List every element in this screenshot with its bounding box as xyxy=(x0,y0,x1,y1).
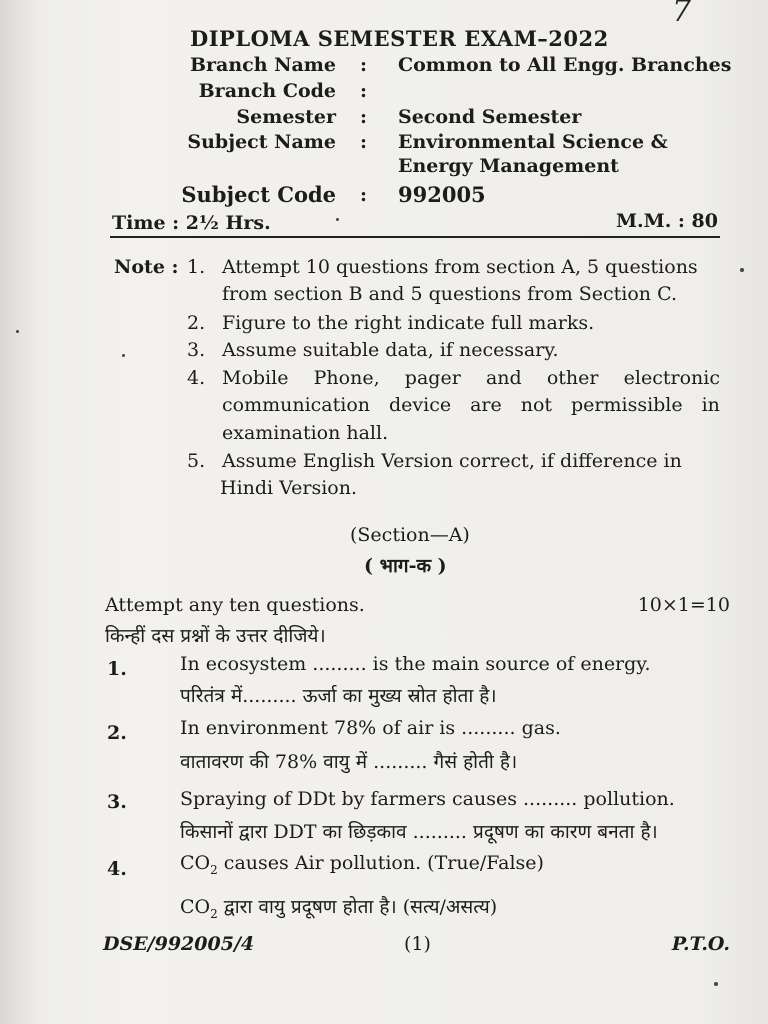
semester-label: Semester xyxy=(236,106,336,128)
colon: : xyxy=(360,80,368,102)
question-text: Spraying of DDt by farmers causes ......... pollution. xyxy=(180,788,675,810)
question-number: 3. xyxy=(107,791,127,813)
note-number: 3. xyxy=(187,339,206,361)
scan-speck xyxy=(16,330,19,333)
note-word: permissible xyxy=(570,394,683,416)
subject-code-value: 992005 xyxy=(398,182,486,207)
subject-name-value: Environmental Science & xyxy=(398,131,668,153)
header-divider xyxy=(110,236,720,238)
subject-name-value-continued: Energy Management xyxy=(398,155,619,177)
question-text-hindi: परितंत्र में......... ऊर्जा का मुख्य स्रोत होता है। xyxy=(180,685,497,707)
branch-name-label: Branch Name xyxy=(189,54,336,76)
footer-paper-code: DSE/992005/4 xyxy=(103,933,255,955)
note-word: communication xyxy=(222,394,371,416)
question-number: 4. xyxy=(107,858,127,880)
note-number: 4. xyxy=(187,367,206,389)
subject-code-label: Subject Code xyxy=(181,182,336,207)
co2-text: CO xyxy=(180,852,211,874)
question-text xyxy=(180,852,544,877)
note-word: electronic xyxy=(623,367,720,389)
note-word: are xyxy=(470,394,502,416)
co2-text: CO xyxy=(180,896,211,918)
note-text: examination hall. xyxy=(222,422,389,444)
branch-code-label: Branch Code xyxy=(198,80,336,102)
scan-speck xyxy=(740,268,744,272)
subscript: 2 xyxy=(210,906,218,921)
question-number: 1. xyxy=(107,658,127,680)
note-text: Assume English Version correct, if difference in xyxy=(222,450,682,472)
question-text: In ecosystem ......... is the main source of energy. xyxy=(180,653,651,675)
colon: : xyxy=(360,184,368,206)
footer-pto: P.T.O. xyxy=(671,933,730,955)
exam-title: DIPLOMA SEMESTER EXAM–2022 xyxy=(190,26,609,51)
scan-speck xyxy=(122,354,125,357)
note-number: 2. xyxy=(187,312,206,334)
section-instruction-hindi: किन्हीं दस प्रश्नों के उत्तर दीजिये। xyxy=(105,625,326,647)
question-text-rest: causes Air pollution. (True/False) xyxy=(217,852,544,874)
note-number: 1. xyxy=(187,256,206,278)
section-marks: 10×1=10 xyxy=(637,594,730,616)
question-text-hindi: किसानों द्वारा DDT का छिड़काव ......... प्रदूषण का कारण बनता है। xyxy=(180,821,658,843)
maximum-marks: M.M. : 80 xyxy=(616,210,718,232)
note-text: Assume suitable data, if necessary. xyxy=(222,339,559,361)
time-allowed: Time : 2½ Hrs. xyxy=(112,212,271,234)
note-word: device xyxy=(389,394,452,416)
note-text: Attempt 10 questions from section A, 5 questions xyxy=(222,256,698,278)
question-text-hindi xyxy=(180,893,497,921)
note-word: in xyxy=(701,394,720,416)
note-word: other xyxy=(546,367,599,389)
subject-name-label: Subject Name xyxy=(187,131,336,153)
colon: : xyxy=(360,54,368,76)
colon: : xyxy=(360,106,368,128)
corner-handwritten-mark: 7 xyxy=(672,0,692,29)
note-text: Figure to the right indicate full marks. xyxy=(222,312,595,334)
question-number: 2. xyxy=(107,722,127,744)
note-word: and xyxy=(485,367,522,389)
scan-speck xyxy=(714,982,718,986)
footer-page-number: (1) xyxy=(404,933,431,955)
note-text: from section B and 5 questions from Section C. xyxy=(222,283,677,305)
note-word: not xyxy=(520,394,553,416)
branch-name-value: Common to All Engg. Branches xyxy=(398,54,732,76)
note-number: 5. xyxy=(187,450,206,472)
question-text-hindi: वातावरण की 78% वायु में ......... गैसं होती है। xyxy=(180,751,518,773)
note-text: Hindi Version. xyxy=(220,477,358,499)
colon: : xyxy=(360,131,368,153)
note-word: Mobile xyxy=(222,367,289,389)
question-text: In environment 78% of air is ......... gas. xyxy=(180,717,561,739)
note-text xyxy=(222,367,720,389)
semester-value: Second Semester xyxy=(398,106,582,128)
note-text xyxy=(222,394,720,416)
section-instruction: Attempt any ten questions. xyxy=(105,594,365,616)
section-title: (Section—A) xyxy=(350,524,470,546)
scan-speck xyxy=(336,218,339,221)
note-word: Phone, xyxy=(313,367,380,389)
note-word: pager xyxy=(404,367,461,389)
section-title-hindi: ( भाग-क ) xyxy=(364,555,447,577)
note-heading: Note : xyxy=(114,256,179,278)
question-text-rest: द्वारा वायु प्रदूषण होता है। (सत्य/असत्य) xyxy=(217,896,498,918)
subscript: 2 xyxy=(210,862,218,877)
